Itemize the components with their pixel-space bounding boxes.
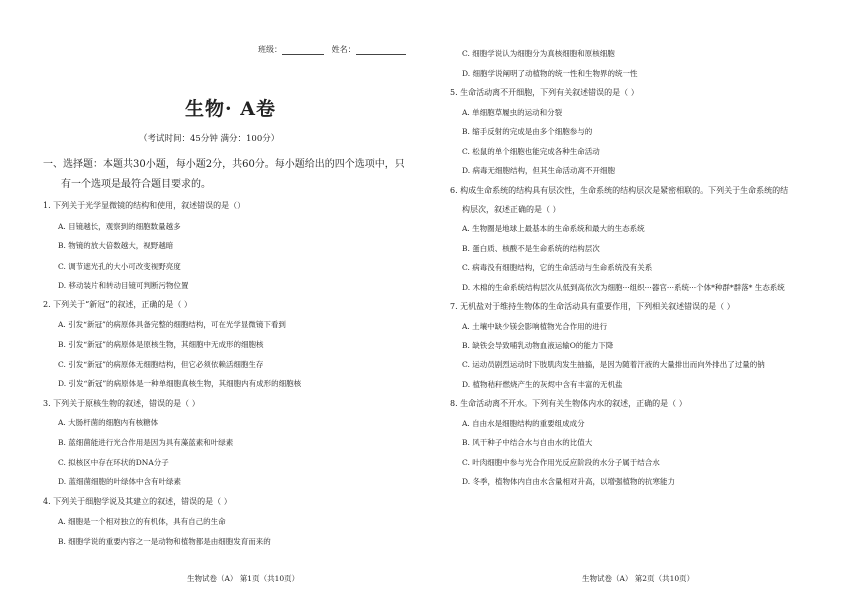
- q6-stem-line-1: 6. 构成生命系统的结构具有层次性，生命系统的结构层次是紧密相联的。下列关于生命系统的结: [450, 186, 789, 195]
- name-label: 姓名：: [331, 45, 356, 54]
- q6-option-a: A. 生物圈是地球上最基本的生命系统和最大的生态系统: [462, 224, 645, 233]
- q4-option-b: B. 细胞学说的重要内容之一是动物和植物都是由细胞发育而来的: [58, 537, 271, 546]
- q2-option-d: D. 引发“新冠”的病原体是一种单细胞真核生物，其细胞内有成形的细胞核: [58, 379, 302, 388]
- q3-stem: 3. 下列关于原核生物的叙述，错误的是（ ）: [43, 399, 200, 408]
- q5-option-d: D. 病毒无细胞结构，但其生命活动离不开细胞: [462, 166, 616, 175]
- q3-option-c: C. 拟核区中存在环状的DNA分子: [58, 458, 169, 467]
- section-heading: [43, 155, 443, 195]
- q5-option-a: A. 单细胞草履虫的运动和分裂: [462, 108, 563, 117]
- q1-option-d: D. 移动装片和转动目镜可判断污物位置: [58, 281, 189, 290]
- section-line-1: 一、选择题：本题共30小题，每小题2分，共60分。每小题给出的四个选项中，只: [43, 159, 405, 170]
- q3-option-a: A. 大肠杆菌的细胞内有核糖体: [58, 418, 159, 427]
- q4-option-c: C. 细胞学说认为细胞分为真核细胞和原核细胞: [462, 49, 615, 58]
- footer-right: 生物试卷（A） 第2页（共10页）: [582, 574, 695, 583]
- q2-option-a: A. 引发“新冠”的病原体具备完整的细胞结构，可在光学显微镜下看到: [58, 320, 286, 329]
- q7-option-b: B. 缺铁会导致哺乳动物血液运输O的能力下降: [462, 341, 614, 350]
- q3-option-d: D. 蓝细菌细胞的叶绿体中含有叶绿素: [58, 477, 182, 486]
- q6-option-b: B. 蛋白质、核酸不是生命系统的结构层次: [462, 244, 600, 253]
- q8-stem: 8. 生命活动离不开水。下列有关生物体内水的叙述，正确的是（ ）: [450, 399, 687, 408]
- q6-option-d: D. 木棉的生命系统结构层次从低到高依次为细胞···组织···器官···系统···个体*种群*群落* 生态系统: [462, 283, 785, 292]
- q1-option-a: A. 目镜越长，观察到的细胞数量越多: [58, 222, 181, 231]
- q4-option-d: D. 细胞学说阐明了动植物的统一性和生物界的统一性: [462, 69, 638, 78]
- q8-option-c: C. 叶肉细胞中参与光合作用光反应阶段的水分子属于结合水: [462, 458, 660, 467]
- footer-left: 生物试卷（A） 第1页（共10页）: [187, 574, 300, 583]
- q2-option-c: C. 引发“新冠”的病原体无细胞结构，但它必须依赖活细胞生存: [58, 360, 264, 369]
- q8-option-d: D. 冬季，植物体内自由水含量相对升高，以增强植物的抗寒能力: [462, 477, 676, 486]
- q5-stem: 5. 生命活动离不开细胞，下列有关叙述错误的是（ ）: [450, 88, 639, 97]
- q8-option-a: A. 自由水是细胞结构的重要组成成分: [462, 419, 585, 428]
- page-title: 生物· A卷: [185, 98, 276, 120]
- class-label: 班级：: [258, 45, 282, 54]
- student-info-line: [258, 44, 406, 55]
- class-blank[interactable]: [282, 46, 324, 55]
- q2-stem: 2. 下列关于“新冠”的叙述，正确的是（ ）: [43, 300, 192, 309]
- q5-option-b: B. 缩手反射的完成是由多个细胞参与的: [462, 127, 593, 136]
- name-blank[interactable]: [356, 46, 406, 55]
- q7-option-a: A. 土壤中缺少镁会影响植物光合作用的进行: [462, 322, 608, 331]
- q7-option-d: D. 植物秸秆燃烧产生的灰烬中含有丰富的无机盐: [462, 380, 623, 389]
- section-line-2: 有一个选项是最符合题目要求的。: [61, 179, 211, 190]
- q8-option-b: B. 风干种子中结合水与自由水的比值大: [462, 438, 593, 447]
- q2-option-b: B. 引发“新冠”的病原体是原核生物，其细胞中无成形的细胞核: [58, 340, 264, 349]
- q1-option-b: B. 物镜的放大倍数越大，视野越暗: [58, 241, 174, 250]
- q1-option-c: C. 调节遮光孔的大小可改变视野亮度: [58, 262, 181, 271]
- exam-info: （考试时间：45分钟 满分：100分）: [139, 134, 280, 144]
- q5-option-c: C. 松鼠的单个细胞也能完成各种生命活动: [462, 147, 600, 156]
- q7-option-c: C. 运动员剧烈运动时下肢肌肉发生抽搐，是因为随着汗液的大量排出而向外排出了过量的钠: [462, 360, 765, 369]
- q7-stem: 7. 无机盐对于维持生物体的生命活动具有重要作用，下列相关叙述错误的是（ ）: [450, 302, 735, 311]
- q1-stem: 1. 下列关于光学显微镜的结构和使用，叙述错误的是（）: [43, 201, 246, 210]
- q6-option-c: C. 病毒没有细胞结构，它的生命活动与生命系统没有关系: [462, 263, 653, 272]
- q6-stem-line-2: 构层次，叙述正确的是（ ）: [462, 205, 561, 214]
- q4-option-a: A. 细胞是一个相对独立的有机体，具有自己的生命: [58, 517, 226, 526]
- q3-option-b: B. 蓝细菌能进行光合作用是因为具有藻蓝素和叶绿素: [58, 438, 234, 447]
- q4-stem: 4. 下列关于细胞学说及其建立的叙述，错误的是（ ）: [43, 497, 232, 506]
